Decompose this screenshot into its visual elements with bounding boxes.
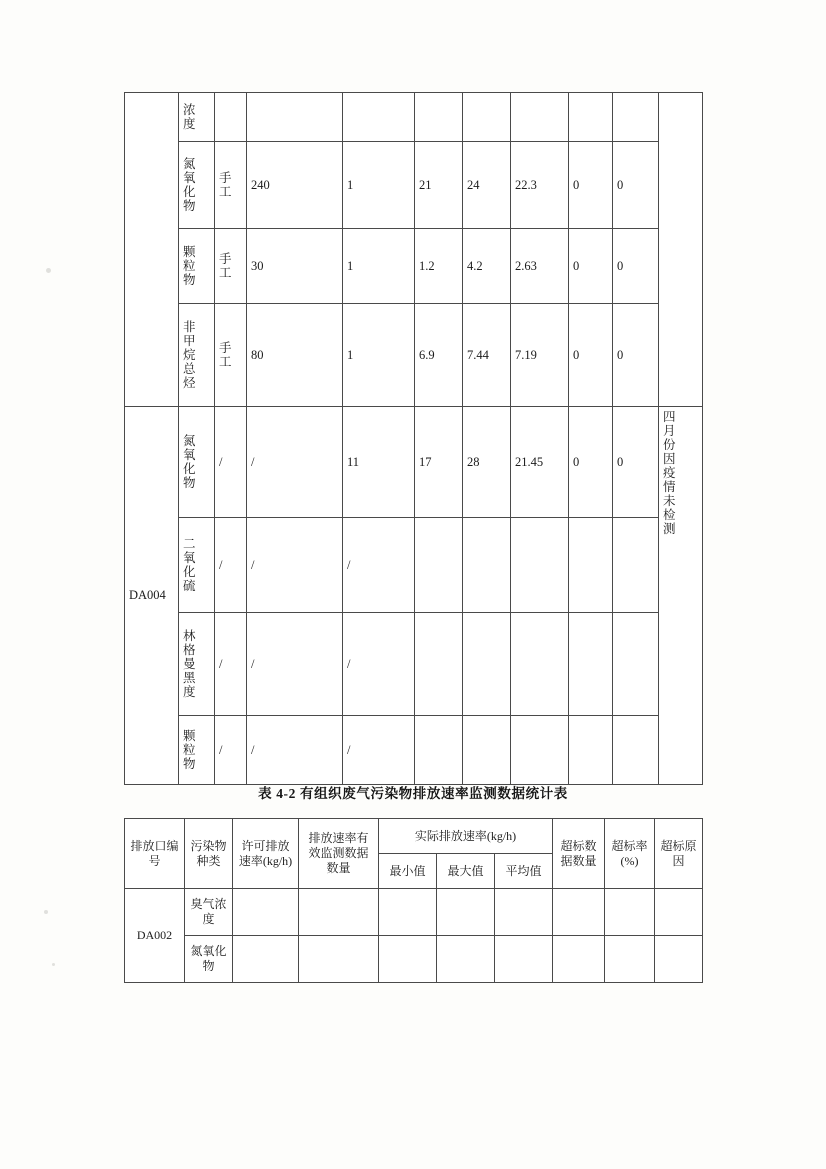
exceed-count-cell: 0 bbox=[569, 304, 613, 407]
exceed-rate-cell bbox=[613, 716, 659, 785]
method-cell bbox=[215, 93, 247, 142]
valid-count-cell: 1 bbox=[343, 304, 415, 407]
limit-cell: 30 bbox=[247, 229, 343, 304]
min-cell: 6.9 bbox=[415, 304, 463, 407]
table-caption-4-2: 表 4-2 有组织废气污染物排放速率监测数据统计表 bbox=[258, 786, 568, 801]
min-cell bbox=[415, 613, 463, 716]
method-cell bbox=[215, 304, 247, 407]
table-row bbox=[125, 936, 703, 983]
exceed-rate-cell bbox=[605, 889, 655, 936]
max-cell: 7.44 bbox=[463, 304, 511, 407]
header-avg: 平均值 bbox=[495, 854, 553, 889]
valid-count-cell bbox=[343, 93, 415, 142]
table-row bbox=[125, 142, 703, 229]
method-vertical-text: 手 工 bbox=[219, 252, 232, 280]
min-cell bbox=[415, 518, 463, 613]
max-cell bbox=[437, 936, 495, 983]
table-row bbox=[125, 613, 703, 716]
reason-cell bbox=[655, 936, 703, 983]
exceed-rate-cell bbox=[613, 93, 659, 142]
valid-count-cell: / bbox=[343, 613, 415, 716]
reason-cell bbox=[655, 889, 703, 936]
pollutant-vertical-text: 颗 粒 物 bbox=[183, 729, 196, 771]
avg-cell: 21.45 bbox=[511, 407, 569, 518]
min-cell: 21 bbox=[415, 142, 463, 229]
outlet-cell: DA004 bbox=[125, 407, 179, 785]
pollutant-cell bbox=[179, 304, 215, 407]
method-cell: / bbox=[215, 518, 247, 613]
pollutant-vertical-text: 二 氧 化 硫 bbox=[183, 537, 196, 593]
valid-count-cell: 1 bbox=[343, 229, 415, 304]
exceed-rate-cell bbox=[613, 518, 659, 613]
valid-count-cell: 11 bbox=[343, 407, 415, 518]
limit-cell: / bbox=[247, 518, 343, 613]
method-cell: / bbox=[215, 407, 247, 518]
max-cell: 28 bbox=[463, 407, 511, 518]
max-cell bbox=[463, 518, 511, 613]
pollutant-cell bbox=[179, 142, 215, 229]
min-cell bbox=[379, 936, 437, 983]
pollutant-vertical-text: 颗 粒 物 bbox=[183, 245, 196, 287]
exceed-count-cell bbox=[569, 716, 613, 785]
pollutant-cell bbox=[179, 613, 215, 716]
pollutant-vertical-text: 氮 氧 化 物 bbox=[183, 157, 196, 213]
method-cell: / bbox=[215, 716, 247, 785]
max-cell: 4.2 bbox=[463, 229, 511, 304]
pollutant-cell bbox=[179, 716, 215, 785]
limit-cell: / bbox=[247, 407, 343, 518]
exceed-count-cell: 0 bbox=[569, 229, 613, 304]
valid-count-cell: 1 bbox=[343, 142, 415, 229]
pollutant-cell bbox=[179, 407, 215, 518]
header-min: 最小值 bbox=[379, 854, 437, 889]
valid-count-cell: / bbox=[343, 518, 415, 613]
header-actual-rate: 实际排放速率(kg/h) bbox=[379, 819, 553, 854]
pollutant-cell: 臭气浓度 bbox=[185, 889, 233, 936]
pollutant-vertical-text: 林 格 曼 黑 度 bbox=[183, 629, 196, 699]
min-cell: 17 bbox=[415, 407, 463, 518]
avg-cell bbox=[511, 93, 569, 142]
table-row bbox=[125, 407, 703, 518]
min-cell bbox=[415, 716, 463, 785]
table-row bbox=[125, 229, 703, 304]
exceed-count-cell bbox=[569, 613, 613, 716]
pollutant-vertical-text: 浓度 bbox=[183, 103, 196, 131]
exceed-count-cell bbox=[553, 936, 605, 983]
reason-vertical-text: 四 月 份 因 疫 情 未 检 测 bbox=[663, 410, 676, 536]
header-exceed-rate: 超标率(%) bbox=[605, 819, 655, 889]
pollutant-cell: 氮氧化物 bbox=[185, 936, 233, 983]
limit-cell: / bbox=[247, 716, 343, 785]
min-cell bbox=[415, 93, 463, 142]
scan-speck bbox=[52, 963, 55, 966]
exceed-rate-cell bbox=[613, 613, 659, 716]
avg-cell bbox=[511, 518, 569, 613]
header-outlet: 排放口编号 bbox=[125, 819, 185, 889]
max-cell bbox=[437, 889, 495, 936]
method-cell bbox=[215, 142, 247, 229]
limit-cell: 80 bbox=[247, 304, 343, 407]
max-cell: 24 bbox=[463, 142, 511, 229]
reason-cell bbox=[659, 407, 703, 785]
scan-speck bbox=[46, 268, 51, 273]
reason-cell bbox=[659, 93, 703, 407]
pollutant-cell bbox=[179, 518, 215, 613]
avg-cell bbox=[495, 889, 553, 936]
limit-rate-cell bbox=[233, 936, 299, 983]
table-row bbox=[125, 518, 703, 613]
exceed-count-cell bbox=[553, 889, 605, 936]
valid-count-cell: / bbox=[343, 716, 415, 785]
exceed-rate-cell: 0 bbox=[613, 304, 659, 407]
outlet-cell: DA002 bbox=[125, 889, 185, 983]
avg-cell: 22.3 bbox=[511, 142, 569, 229]
outlet-cell bbox=[125, 93, 179, 407]
method-vertical-text: 手 工 bbox=[219, 341, 232, 369]
emission-rate-table bbox=[124, 818, 703, 983]
valid-count-cell bbox=[299, 889, 379, 936]
min-cell bbox=[379, 889, 437, 936]
avg-cell bbox=[511, 716, 569, 785]
table-row bbox=[125, 716, 703, 785]
method-vertical-text: 手 工 bbox=[219, 171, 232, 199]
header-max: 最大值 bbox=[437, 854, 495, 889]
method-cell: / bbox=[215, 613, 247, 716]
header-valid-count: 排放速率有效监测数据数量 bbox=[299, 819, 379, 889]
header-limit-rate: 许可排放速率(kg/h) bbox=[233, 819, 299, 889]
limit-cell bbox=[247, 93, 343, 142]
table-row bbox=[125, 304, 703, 407]
header-exceed-count: 超标数据数量 bbox=[553, 819, 605, 889]
exceed-rate-cell: 0 bbox=[613, 142, 659, 229]
exceed-count-cell: 0 bbox=[569, 407, 613, 518]
avg-cell: 2.63 bbox=[511, 229, 569, 304]
pollutant-vertical-text: 氮 氧 化 物 bbox=[183, 434, 196, 490]
avg-cell bbox=[511, 613, 569, 716]
valid-count-cell bbox=[299, 936, 379, 983]
table-row bbox=[125, 889, 703, 936]
header-reason: 超标原因 bbox=[655, 819, 703, 889]
exceed-rate-cell: 0 bbox=[613, 407, 659, 518]
scan-speck bbox=[44, 910, 48, 914]
exceed-count-cell: 0 bbox=[569, 142, 613, 229]
exceed-rate-cell bbox=[605, 936, 655, 983]
max-cell bbox=[463, 716, 511, 785]
emission-concentration-table bbox=[124, 92, 703, 785]
avg-cell bbox=[495, 936, 553, 983]
pollutant-cell bbox=[179, 229, 215, 304]
header-pollutant: 污染物种类 bbox=[185, 819, 233, 889]
exceed-count-cell bbox=[569, 518, 613, 613]
min-cell: 1.2 bbox=[415, 229, 463, 304]
avg-cell: 7.19 bbox=[511, 304, 569, 407]
limit-cell: 240 bbox=[247, 142, 343, 229]
table-row bbox=[125, 93, 703, 142]
table-header-row bbox=[125, 819, 703, 854]
exceed-count-cell bbox=[569, 93, 613, 142]
pollutant-cell bbox=[179, 93, 215, 142]
pollutant-vertical-text: 非 甲 烷 总 烃 bbox=[183, 320, 196, 390]
exceed-rate-cell: 0 bbox=[613, 229, 659, 304]
max-cell bbox=[463, 613, 511, 716]
limit-rate-cell bbox=[233, 889, 299, 936]
max-cell bbox=[463, 93, 511, 142]
method-cell bbox=[215, 229, 247, 304]
limit-cell: / bbox=[247, 613, 343, 716]
